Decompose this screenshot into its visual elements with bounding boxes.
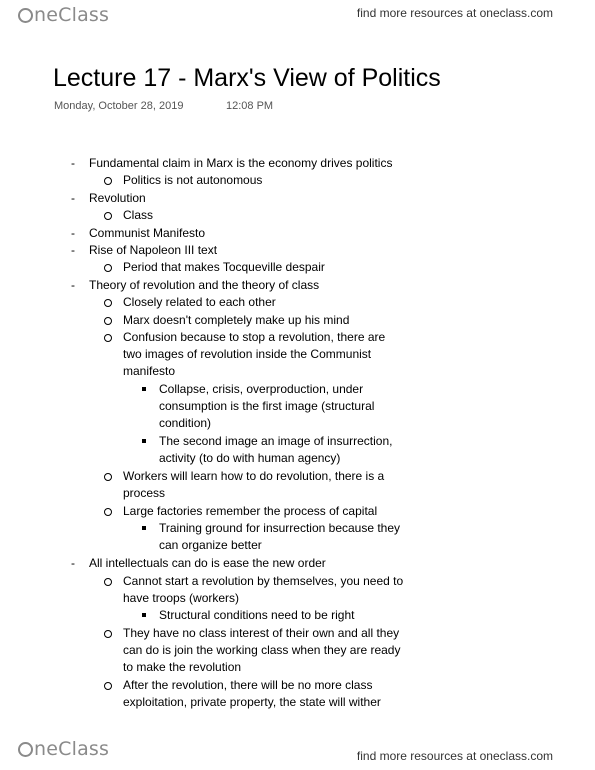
outline-item-text: two images of revolution inside the Communist: [123, 347, 372, 361]
outline-item-level-1: [71, 277, 320, 294]
dash-bullet-icon: -: [71, 556, 75, 571]
outline-item-text: consumption is the first image (structural: [159, 399, 375, 414]
outline-item-text: Large factories remember the process of capital: [123, 504, 378, 518]
square-bullet-icon: [142, 613, 146, 617]
outline-item-level-3: [159, 607, 354, 624]
outline-item-level-1: [71, 155, 393, 172]
outline-item-level-2: [123, 677, 381, 711]
outline-item-level-3: [159, 381, 374, 432]
outline-item-level-1: [71, 225, 206, 242]
square-bullet-icon: [142, 526, 146, 530]
outline-item-level-2: [123, 207, 153, 224]
outline-item-text: Training ground for insurrection because they: [159, 521, 401, 536]
dash-bullet-icon: -: [71, 225, 75, 240]
logo-text-visible: neClass: [34, 738, 110, 760]
outline-item-text: Cannot start a revolution by themselves, you need to: [123, 573, 404, 588]
circle-bullet-icon: [104, 317, 112, 325]
logo-o-icon: [18, 742, 33, 757]
outline-item-text: Collapse, crisis, overproduction, under: [159, 382, 364, 397]
outline-item-level-2: [123, 312, 349, 329]
circle-bullet-icon: [104, 578, 112, 586]
outline-item-text: Class: [123, 208, 154, 223]
square-bullet-icon: [142, 439, 146, 443]
dash-bullet-icon: -: [71, 243, 75, 257]
footer-tagline[interactable]: find more resources at oneclass.com: [356, 749, 553, 763]
outline-item-text: condition): [159, 416, 212, 431]
outline-item-text: Marx doesn't completely make up his mind: [123, 312, 350, 327]
outline-item-text: activity (to do with human agency): [159, 451, 341, 466]
outline-item-level-2: [123, 625, 400, 676]
outline-item-text: After the revolution, there will be no more class: [123, 678, 373, 692]
outline-item-level-1: [71, 190, 146, 207]
outline-item-text: Fundamental claim in Marx is the economy drives politics: [89, 156, 393, 170]
outline-item-level-2: [123, 329, 385, 380]
logo-o-icon: [18, 8, 33, 23]
outline-item-text: They have no class interest of their own and all they: [123, 625, 400, 640]
note-date: Monday, October 28, 2019: [54, 100, 184, 112]
outline-item-text: Rise of Napoleon III text: [89, 243, 218, 257]
outline-item-text: exploitation, private property, the state will wither: [123, 695, 381, 709]
outline-item-text: The second image an image of insurrection,: [159, 434, 393, 449]
outline-item-level-2: [123, 259, 325, 276]
outline-item-text: Period that makes Tocqueville despair: [123, 260, 325, 275]
circle-bullet-icon: [104, 682, 112, 690]
outline-item-text: All intellectuals can do is ease the new order: [89, 556, 326, 571]
header-tagline[interactable]: find more resources at oneclass.com: [356, 6, 553, 20]
outline-item-text: manifesto: [123, 364, 176, 378]
circle-bullet-icon: [104, 299, 112, 307]
dash-bullet-icon: -: [71, 190, 75, 205]
page-title: Lecture 17 - Marx's View of Politics: [53, 64, 441, 92]
outline-item-text: can organize better: [159, 538, 262, 553]
outline-item-level-2: [123, 468, 384, 502]
outline-item-text: Workers will learn how to do revolution, there is a: [123, 469, 385, 484]
outline-item-text: Revolution: [89, 190, 146, 205]
circle-bullet-icon: [104, 334, 112, 342]
circle-bullet-icon: [104, 264, 112, 272]
square-bullet-icon: [142, 387, 146, 391]
outline-item-level-3: [159, 433, 392, 467]
outline-item-text: Confusion because to stop a revolution, there are: [123, 330, 386, 344]
outline-item-text: Communist Manifesto: [89, 225, 206, 240]
outline-item-text: Structural conditions need to be right: [159, 608, 355, 623]
logo-text-visible: neClass: [34, 4, 110, 26]
outline-item-text: Closely related to each other: [123, 295, 276, 310]
outline-item-text: Politics is not autonomous: [123, 173, 263, 188]
note-time: 12:08 PM: [226, 100, 274, 112]
outline-item-text: to make the revolution: [123, 659, 242, 674]
oneclass-logo-bottom: [18, 738, 109, 760]
circle-bullet-icon: [104, 212, 112, 220]
outline-item-text: have troops (workers): [123, 590, 240, 605]
outline-item-level-3: [159, 520, 400, 554]
circle-bullet-icon: [104, 177, 112, 185]
outline-item-text: process: [123, 486, 166, 501]
outline-item-level-2: [123, 503, 377, 520]
circle-bullet-icon: [104, 473, 112, 481]
circle-bullet-icon: [104, 630, 112, 638]
dash-bullet-icon: -: [71, 277, 75, 292]
outline-item-level-1: [71, 555, 326, 572]
outline-item-level-2: [123, 573, 403, 607]
oneclass-logo-top: [18, 4, 109, 26]
outline-item-level-2: [123, 294, 276, 311]
outline-item-level-1: [71, 242, 218, 259]
dash-bullet-icon: -: [71, 156, 75, 170]
outline-item-level-2: [123, 172, 262, 189]
circle-bullet-icon: [104, 508, 112, 516]
outline-item-text: Theory of revolution and the theory of class: [89, 277, 320, 292]
outline-item-text: can do is join the working class when they are ready: [123, 642, 401, 657]
